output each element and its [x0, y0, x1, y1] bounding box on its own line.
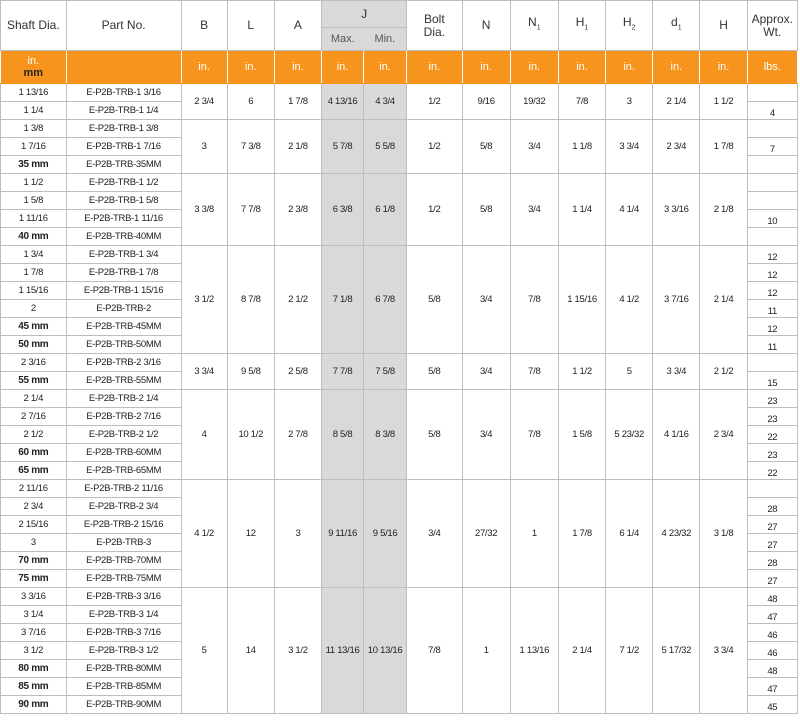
- header-n1: [510, 1, 558, 51]
- shaft-dia-cell: 3 1/2: [1, 642, 67, 660]
- unit-bolt-dia: in.: [407, 51, 462, 84]
- approx-wt-cell: 47: [747, 606, 797, 624]
- part-no-cell: E-P2B-TRB-1 1/4: [66, 102, 181, 120]
- dim-n1-cell: 7/8: [510, 246, 558, 354]
- dim-b-cell: 4 1/2: [181, 480, 227, 588]
- approx-wt-cell: [747, 84, 797, 102]
- dim-n-cell: 9/16: [462, 84, 510, 120]
- dim-a-cell: 2 3/8: [274, 174, 321, 246]
- shaft-dia-cell: 2 1/4: [1, 390, 67, 408]
- header-bolt-dia-line2: Dia.: [423, 24, 445, 39]
- dim-j-max-cell: 8 5/8: [322, 390, 364, 480]
- unit-l: in.: [227, 51, 274, 84]
- dim-l-cell: 9 5/8: [227, 354, 274, 390]
- dim-l-cell: 7 3/8: [227, 120, 274, 174]
- dim-h-cell: 1 7/8: [700, 120, 747, 174]
- approx-wt-cell: 46: [747, 642, 797, 660]
- dim-j-max-cell: 6 3/8: [322, 174, 364, 246]
- dim-a-cell: 3 1/2: [274, 588, 321, 714]
- dim-d1-cell: 3 3/4: [653, 354, 700, 390]
- dim-h2-cell: 7 1/2: [606, 588, 653, 714]
- table-row: [1, 246, 798, 264]
- unit-h1: in.: [558, 51, 605, 84]
- approx-wt-cell: 48: [747, 660, 797, 678]
- dim-b-cell: 3 1/2: [181, 246, 227, 354]
- dim-j-min-cell: 7 5/8: [364, 354, 407, 390]
- header-d1: [653, 1, 700, 51]
- unit-n: in.: [462, 51, 510, 84]
- table-row: [1, 390, 798, 408]
- shaft-dia-cell: 70 mm: [1, 552, 67, 570]
- dim-b-cell: 3: [181, 120, 227, 174]
- part-no-cell: E-P2B-TRB-2 3/4: [66, 498, 181, 516]
- dim-h2-cell: 4 1/2: [606, 246, 653, 354]
- dim-n-cell: 3/4: [462, 246, 510, 354]
- shaft-dia-cell: 1 5/8: [1, 192, 67, 210]
- dim-b-cell: 4: [181, 390, 227, 480]
- part-no-cell: E-P2B-TRB-80MM: [66, 660, 181, 678]
- approx-wt-cell: 48: [747, 588, 797, 606]
- header-h1-label: H: [575, 15, 585, 30]
- approx-wt-cell: [747, 354, 797, 372]
- dim-a-cell: 2 5/8: [274, 354, 321, 390]
- dim-b-cell: 3 3/4: [181, 354, 227, 390]
- shaft-dia-cell: 90 mm: [1, 696, 67, 714]
- dim-j-max-cell: 11 13/16: [322, 588, 364, 714]
- part-no-cell: E-P2B-TRB-75MM: [66, 570, 181, 588]
- shaft-dia-cell: 3 7/16: [1, 624, 67, 642]
- shaft-dia-cell: 55 mm: [1, 372, 67, 390]
- part-no-cell: E-P2B-TRB-40MM: [66, 228, 181, 246]
- table-body: [1, 84, 798, 714]
- header-a: [274, 1, 321, 51]
- dim-l-cell: 6: [227, 84, 274, 120]
- dim-d1-cell: 4 1/16: [653, 390, 700, 480]
- approx-wt-cell: [747, 480, 797, 498]
- shaft-dia-cell: 80 mm: [1, 660, 67, 678]
- shaft-dia-cell: 1 3/8: [1, 120, 67, 138]
- dim-j-max-cell: 7 1/8: [322, 246, 364, 354]
- dim-h2-cell: 5: [606, 354, 653, 390]
- shaft-dia-cell: 1 7/16: [1, 138, 67, 156]
- part-no-cell: E-P2B-TRB-55MM: [66, 372, 181, 390]
- dim-h-cell: 2 1/8: [700, 174, 747, 246]
- shaft-dia-cell: 2 1/2: [1, 426, 67, 444]
- approx-wt-cell: 15: [747, 372, 797, 390]
- dim-bolt-dia-cell: 7/8: [407, 588, 462, 714]
- dim-h1-cell: 1 7/8: [558, 480, 605, 588]
- dim-l-cell: 7 7/8: [227, 174, 274, 246]
- dim-h2-cell: 3 3/4: [606, 120, 653, 174]
- header-l-label: L: [247, 18, 255, 32]
- header-part-no-label: Part No.: [101, 18, 146, 32]
- header-n1-sub: 1: [536, 24, 541, 32]
- shaft-dia-cell: 1 3/4: [1, 246, 67, 264]
- dim-n1-cell: 3/4: [510, 174, 558, 246]
- approx-wt-cell: 12: [747, 246, 797, 264]
- dim-a-cell: 2 1/2: [274, 246, 321, 354]
- approx-wt-cell: 11: [747, 336, 797, 354]
- dim-h1-cell: 7/8: [558, 84, 605, 120]
- dim-b-cell: 2 3/4: [181, 84, 227, 120]
- dim-j-min-cell: 4 3/4: [364, 84, 407, 120]
- dim-d1-cell: 3 3/16: [653, 174, 700, 246]
- table-row: [1, 354, 798, 372]
- part-no-cell: E-P2B-TRB-2: [66, 300, 181, 318]
- header-h2: [606, 1, 653, 51]
- dim-j-min-cell: 6 1/8: [364, 174, 407, 246]
- unit-h: in.: [700, 51, 747, 84]
- dim-h-cell: 2 1/2: [700, 354, 747, 390]
- part-no-cell: E-P2B-TRB-2 1/4: [66, 390, 181, 408]
- dim-b-cell: 5: [181, 588, 227, 714]
- unit-shaft-mm: mm: [23, 67, 44, 79]
- dim-l-cell: 10 1/2: [227, 390, 274, 480]
- part-no-cell: E-P2B-TRB-2 15/16: [66, 516, 181, 534]
- header-approx-wt-line2: Wt.: [763, 24, 782, 39]
- unit-b: in.: [181, 51, 227, 84]
- unit-part-no: [66, 51, 181, 84]
- part-no-cell: E-P2B-TRB-90MM: [66, 696, 181, 714]
- shaft-dia-cell: 2: [1, 300, 67, 318]
- header-h2-label: H: [622, 15, 632, 30]
- unit-shaft-in: in.: [27, 55, 40, 67]
- dim-n1-cell: 19/32: [510, 84, 558, 120]
- dim-n-cell: 5/8: [462, 174, 510, 246]
- unit-weight: lbs.: [747, 51, 797, 84]
- approx-wt-cell: 23: [747, 408, 797, 426]
- approx-wt-cell: 22: [747, 462, 797, 480]
- unit-a: in.: [274, 51, 321, 84]
- dim-n-cell: 27/32: [462, 480, 510, 588]
- part-no-cell: E-P2B-TRB-3: [66, 534, 181, 552]
- dim-j-max-cell: 4 13/16: [322, 84, 364, 120]
- dim-h1-cell: 1 5/8: [558, 390, 605, 480]
- dim-h1-cell: 1 1/4: [558, 174, 605, 246]
- header-shaft-dia: [1, 1, 67, 51]
- dim-n1-cell: 7/8: [510, 354, 558, 390]
- header-d1-label: d: [671, 15, 678, 30]
- shaft-dia-cell: 1 1/2: [1, 174, 67, 192]
- shaft-dia-cell: 45 mm: [1, 318, 67, 336]
- part-no-cell: E-P2B-TRB-3 7/16: [66, 624, 181, 642]
- shaft-dia-cell: 1 11/16: [1, 210, 67, 228]
- approx-wt-cell: 12: [747, 282, 797, 300]
- header-part-no: [66, 1, 181, 51]
- dim-d1-cell: 4 23/32: [653, 480, 700, 588]
- dim-h2-cell: 3: [606, 84, 653, 120]
- dim-h2-cell: 6 1/4: [606, 480, 653, 588]
- dim-n1-cell: 1 13/16: [510, 588, 558, 714]
- dim-n-cell: 3/4: [462, 354, 510, 390]
- header-j-min-label: Min.: [374, 32, 396, 45]
- approx-wt-cell: [747, 174, 797, 192]
- header-b-label: B: [200, 18, 209, 32]
- dim-bolt-dia-cell: 3/4: [407, 480, 462, 588]
- shaft-dia-cell: 3 3/16: [1, 588, 67, 606]
- approx-wt-cell: [747, 192, 797, 210]
- dim-b-cell: 3 3/8: [181, 174, 227, 246]
- header-d1-sub: 1: [677, 24, 682, 32]
- approx-wt-cell: [747, 228, 797, 246]
- part-no-cell: E-P2B-TRB-1 3/16: [66, 84, 181, 102]
- header-approx-wt-line1: Approx.: [751, 11, 793, 26]
- dim-d1-cell: 2 1/4: [653, 84, 700, 120]
- header-j-max: [322, 28, 364, 51]
- dim-h-cell: 2 1/4: [700, 246, 747, 354]
- shaft-dia-cell: 85 mm: [1, 678, 67, 696]
- dim-n-cell: 1: [462, 588, 510, 714]
- dim-n-cell: 5/8: [462, 120, 510, 174]
- part-no-cell: E-P2B-TRB-3 3/16: [66, 588, 181, 606]
- header-h1: [558, 1, 605, 51]
- shaft-dia-cell: 1 13/16: [1, 84, 67, 102]
- shaft-dia-cell: 1 7/8: [1, 264, 67, 282]
- shaft-dia-cell: 35 mm: [1, 156, 67, 174]
- dim-l-cell: 12: [227, 480, 274, 588]
- header-j: [322, 1, 407, 28]
- header-b: [181, 1, 227, 51]
- dim-a-cell: 2 7/8: [274, 390, 321, 480]
- part-no-cell: E-P2B-TRB-1 5/8: [66, 192, 181, 210]
- dim-bolt-dia-cell: 5/8: [407, 390, 462, 480]
- dim-bolt-dia-cell: 5/8: [407, 354, 462, 390]
- dim-h1-cell: 2 1/4: [558, 588, 605, 714]
- header-h: [700, 1, 747, 51]
- dim-h1-cell: 1 15/16: [558, 246, 605, 354]
- shaft-dia-cell: 75 mm: [1, 570, 67, 588]
- dim-j-max-cell: 5 7/8: [322, 120, 364, 174]
- table-row: [1, 174, 798, 192]
- part-no-cell: E-P2B-TRB-1 3/4: [66, 246, 181, 264]
- approx-wt-cell: 28: [747, 498, 797, 516]
- part-no-cell: E-P2B-TRB-2 7/16: [66, 408, 181, 426]
- header-j-label: J: [361, 6, 368, 21]
- dim-h-cell: 3 1/8: [700, 480, 747, 588]
- part-no-cell: E-P2B-TRB-1 11/16: [66, 210, 181, 228]
- dim-bolt-dia-cell: 1/2: [407, 120, 462, 174]
- part-no-cell: E-P2B-TRB-1 15/16: [66, 282, 181, 300]
- unit-n1: in.: [510, 51, 558, 84]
- dim-bolt-dia-cell: 5/8: [407, 246, 462, 354]
- shaft-dia-cell: 2 3/16: [1, 354, 67, 372]
- approx-wt-cell: 27: [747, 516, 797, 534]
- part-no-cell: E-P2B-TRB-45MM: [66, 318, 181, 336]
- header-approx-wt: [747, 1, 797, 51]
- dim-h-cell: 2 3/4: [700, 390, 747, 480]
- header-l: [227, 1, 274, 51]
- approx-wt-cell: [747, 120, 797, 138]
- dim-j-max-cell: 9 11/16: [322, 480, 364, 588]
- part-no-cell: E-P2B-TRB-65MM: [66, 462, 181, 480]
- shaft-dia-cell: 1 15/16: [1, 282, 67, 300]
- dim-bolt-dia-cell: 1/2: [407, 174, 462, 246]
- unit-j-max: in.: [322, 51, 364, 84]
- header-n: [462, 1, 510, 51]
- shaft-dia-cell: 60 mm: [1, 444, 67, 462]
- approx-wt-cell: 27: [747, 570, 797, 588]
- dim-n-cell: 3/4: [462, 390, 510, 480]
- header-bolt-dia-line1: Bolt: [423, 11, 445, 26]
- unit-h2: in.: [606, 51, 653, 84]
- approx-wt-cell: 46: [747, 624, 797, 642]
- unit-d1: in.: [653, 51, 700, 84]
- approx-wt-cell: 45: [747, 696, 797, 714]
- dim-j-min-cell: 10 13/16: [364, 588, 407, 714]
- approx-wt-cell: 27: [747, 534, 797, 552]
- dim-j-min-cell: 6 7/8: [364, 246, 407, 354]
- approx-wt-cell: 11: [747, 300, 797, 318]
- approx-wt-cell: 10: [747, 210, 797, 228]
- part-no-cell: E-P2B-TRB-70MM: [66, 552, 181, 570]
- dim-a-cell: 3: [274, 480, 321, 588]
- part-no-cell: E-P2B-TRB-1 7/8: [66, 264, 181, 282]
- table-header: [1, 1, 798, 84]
- dim-l-cell: 8 7/8: [227, 246, 274, 354]
- dim-n1-cell: 1: [510, 480, 558, 588]
- approx-wt-cell: 22: [747, 426, 797, 444]
- table-row: [1, 480, 798, 498]
- header-h-label: H: [719, 18, 728, 32]
- approx-wt-cell: 12: [747, 318, 797, 336]
- approx-wt-cell: 47: [747, 678, 797, 696]
- dim-h2-cell: 5 23/32: [606, 390, 653, 480]
- shaft-dia-cell: 1 1/4: [1, 102, 67, 120]
- header-h1-sub: 1: [584, 24, 589, 32]
- header-a-label: A: [293, 18, 302, 32]
- approx-wt-cell: 4: [747, 102, 797, 120]
- header-n1-label: N: [528, 15, 537, 30]
- shaft-dia-cell: 50 mm: [1, 336, 67, 354]
- dim-h-cell: 1 1/2: [700, 84, 747, 120]
- units-row: [1, 51, 798, 84]
- unit-j-min: in.: [364, 51, 407, 84]
- shaft-dia-cell: 3 1/4: [1, 606, 67, 624]
- header-bolt-dia: [407, 1, 462, 51]
- approx-wt-cell: 28: [747, 552, 797, 570]
- dim-h-cell: 3 3/4: [700, 588, 747, 714]
- dim-d1-cell: 3 7/16: [653, 246, 700, 354]
- header-h2-sub: 2: [631, 24, 636, 32]
- dim-j-min-cell: 5 5/8: [364, 120, 407, 174]
- approx-wt-cell: 7: [747, 138, 797, 156]
- part-no-cell: E-P2B-TRB-35MM: [66, 156, 181, 174]
- part-no-cell: E-P2B-TRB-3 1/2: [66, 642, 181, 660]
- header-j-max-label: Max.: [330, 32, 355, 45]
- dim-n1-cell: 3/4: [510, 120, 558, 174]
- part-no-cell: E-P2B-TRB-2 11/16: [66, 480, 181, 498]
- part-no-cell: E-P2B-TRB-1 7/16: [66, 138, 181, 156]
- shaft-dia-cell: 65 mm: [1, 462, 67, 480]
- dim-h1-cell: 1 1/8: [558, 120, 605, 174]
- approx-wt-cell: [747, 156, 797, 174]
- header-j-min: [364, 28, 407, 51]
- dim-j-min-cell: 9 5/16: [364, 480, 407, 588]
- dim-a-cell: 2 1/8: [274, 120, 321, 174]
- part-no-cell: E-P2B-TRB-3 1/4: [66, 606, 181, 624]
- part-no-cell: E-P2B-TRB-1 3/8: [66, 120, 181, 138]
- header-n-label: N: [481, 18, 491, 32]
- part-no-cell: E-P2B-TRB-85MM: [66, 678, 181, 696]
- table-row: [1, 588, 798, 606]
- unit-shaft: [1, 51, 67, 84]
- dim-n1-cell: 7/8: [510, 390, 558, 480]
- approx-wt-cell: 23: [747, 444, 797, 462]
- part-no-cell: E-P2B-TRB-2 1/2: [66, 426, 181, 444]
- header-shaft-dia-label: Shaft Dia.: [6, 18, 60, 32]
- part-no-cell: E-P2B-TRB-60MM: [66, 444, 181, 462]
- dim-bolt-dia-cell: 1/2: [407, 84, 462, 120]
- part-no-cell: E-P2B-TRB-1 1/2: [66, 174, 181, 192]
- shaft-dia-cell: 2 3/4: [1, 498, 67, 516]
- table-row: [1, 120, 798, 138]
- dim-j-min-cell: 8 3/8: [364, 390, 407, 480]
- dim-j-max-cell: 7 7/8: [322, 354, 364, 390]
- table-row: [1, 84, 798, 102]
- dim-a-cell: 1 7/8: [274, 84, 321, 120]
- shaft-dia-cell: 3: [1, 534, 67, 552]
- shaft-dia-cell: 40 mm: [1, 228, 67, 246]
- dim-d1-cell: 5 17/32: [653, 588, 700, 714]
- shaft-dia-cell: 2 11/16: [1, 480, 67, 498]
- dim-h2-cell: 4 1/4: [606, 174, 653, 246]
- dim-h1-cell: 1 1/2: [558, 354, 605, 390]
- approx-wt-cell: 23: [747, 390, 797, 408]
- part-no-cell: E-P2B-TRB-50MM: [66, 336, 181, 354]
- dim-l-cell: 14: [227, 588, 274, 714]
- approx-wt-cell: 12: [747, 264, 797, 282]
- shaft-dia-cell: 2 15/16: [1, 516, 67, 534]
- shaft-dia-cell: 2 7/16: [1, 408, 67, 426]
- part-no-cell: E-P2B-TRB-2 3/16: [66, 354, 181, 372]
- dim-d1-cell: 2 3/4: [653, 120, 700, 174]
